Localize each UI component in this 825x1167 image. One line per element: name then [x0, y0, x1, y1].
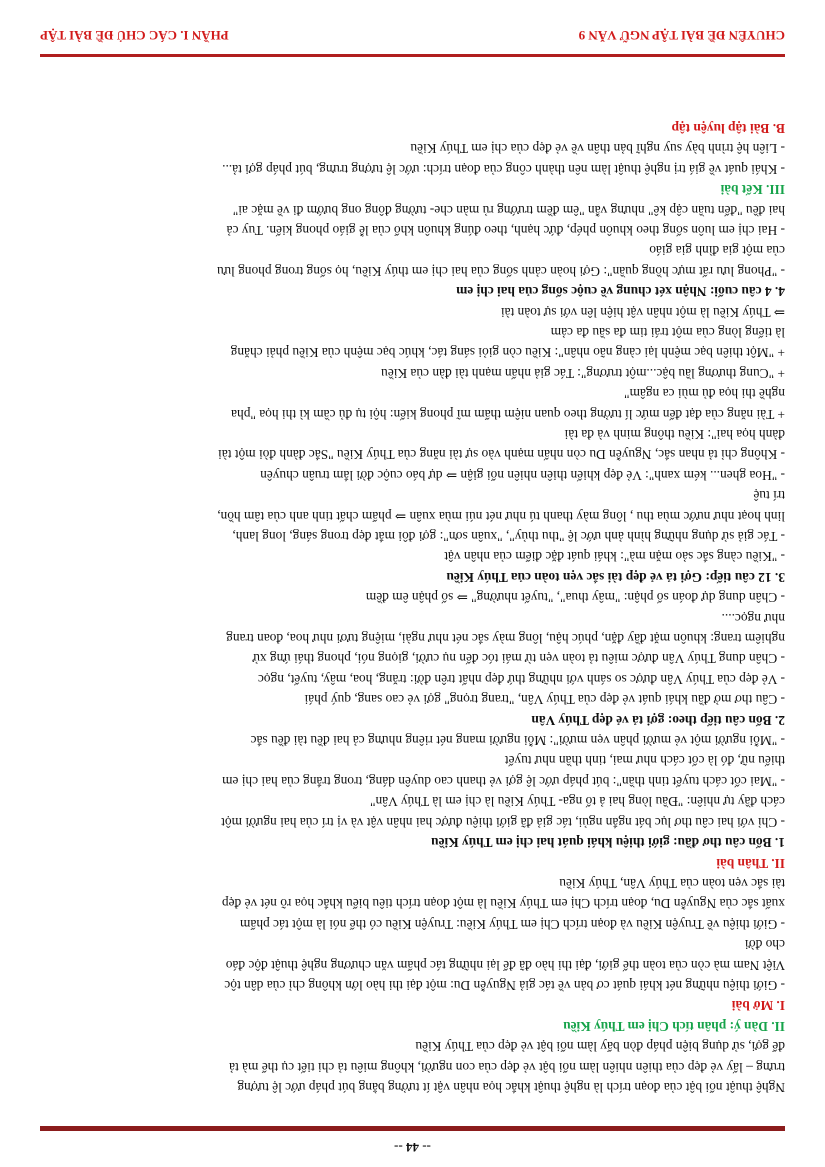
body-line: linh hoạt như nước mùa thu , lông mày thanh tú như nét núi mùa xuân ⇒ phẩm chất tinh anh của tâm hồn, — [217, 508, 785, 524]
body-line: thiếu nữ, đó là cốt cách như mai, tinh thần như tuyết — [504, 753, 785, 769]
document-body — [40, 118, 785, 1098]
body-line: - Chân dung Thúy Vân được miêu tả toàn vẹn từ mái tóc đến nụ cười, giọng nói, phong thái ứng xử — [252, 651, 785, 667]
running-header — [40, 25, 785, 45]
body-line: - Tác giả sử dụng những hình ảnh ước lệ "thu thủy", "xuân sơn": gợi đôi mắt đẹp trong sáng, long lanh, — [232, 529, 785, 545]
section-heading: I. Mở bài — [731, 998, 785, 1014]
body-line: - Chỉ với hai câu thơ lục bát ngắn ngủi, tác giả đã giới thiệu được hai nhân vật và vị trí của hai người một — [221, 814, 785, 830]
body-line: tài sắc vẹn toàn của Thúy Vân, Thúy Kiều — [559, 875, 785, 891]
body-line: nghề thi họa đủ mùi ca ngâm" — [624, 386, 785, 402]
body-line: Việt Nam mà còn của toàn thế giới, đại thi hào đã để lại những tác phẩm văn chương nghệ thuật độc đáo — [225, 957, 785, 973]
section-heading: B. Bài tập luyện tập — [671, 120, 785, 136]
body-line: như ngọc.... — [721, 610, 785, 626]
outline-heading: II. Dàn ý: phân tích Chị em Thúy Kiều — [563, 1018, 785, 1034]
body-line: - Giới thiệu về Truyện Kiều và đoạn trích Chị em Thúy Kiều: Truyện Kiều có thể nói là một tác phẩm — [240, 916, 785, 932]
header-right: PHẦN I. CÁC CHỦ ĐỀ BÀI TẬP — [40, 28, 229, 43]
body-line: trưng – lấy vẻ đẹp của thiên nhiên làm nổi bật vẻ đẹp của con người, không miêu tả chi tiết cụ thể mà tả — [229, 1059, 785, 1075]
subsection-heading: 3. 12 câu tiếp: Gợi tả vẻ đẹp tài sắc vẹn toàn của Thúy Kiều — [446, 569, 785, 585]
body-line: - Không chỉ tả nhan sắc, Nguyễn Du còn nhấn mạnh vào sự tài năng của Thúy Kiều "Sắc đành đòi một tài — [218, 447, 785, 463]
body-line: - Vẻ đẹp của Thúy Vân được so sánh với những thứ đẹp nhất trên đời: trăng, hoa, mây, tuyết, ngọc — [257, 671, 785, 687]
body-line: - Liên hệ trình bày suy nghĩ bản thân về vẻ đẹp của chị em Thúy Kiều — [410, 141, 785, 157]
body-line: nghiêm trang: khuôn mặt đầy đặn, phúc hậu, lông mày sắc nét như ngài, miệng tươi như hoa, đoan trang — [226, 631, 785, 647]
body-line: - "Hoa ghen... kém xanh": Vẻ đẹp khiến thiên nhiên nổi giận ⇒ dự báo cuộc đời lắm truân chuyên — [260, 467, 785, 483]
section-heading: III. Kết bài — [720, 182, 785, 198]
body-line: - Khái quát về giá trị nghệ thuật làm nên thành công của đoạn trích: ước lệ tượng trưng, bút pháp gợi tả... — [222, 161, 785, 177]
body-line: - Giới thiệu những nét khái quát cơ bản về tác giả Nguyễn Du: một đại thi hào lớn không chỉ của dân tộc — [224, 977, 785, 993]
body-line: - "Kiều càng sắc sảo mặn mà": khái quát đặc điểm của nhân vật — [444, 549, 785, 565]
subsection-heading: 2. Bốn câu tiếp theo: gợi tả vẻ đẹp Thúy Vân — [531, 712, 785, 728]
body-line: của một gia đình gia giáo — [649, 243, 785, 259]
body-line: + "Một thiên bạc mệnh lại càng não nhân": Kiều còn giỏi sáng tác, khúc bạc mệnh của Kiều phải chăng — [230, 345, 785, 361]
body-line: cho đời — [744, 937, 785, 953]
body-line: đành họa hai": Kiều thông minh và đa tài — [564, 427, 785, 442]
body-line: - "Mai cốt cách tuyết tinh thần": bút pháp ước lệ gợi vẻ thanh cao duyên dáng, trong trắng của hai chị em — [222, 773, 785, 789]
header-left: CHUYÊN ĐỀ BÀI TẬP NGỮ VĂN 9 — [578, 28, 785, 43]
body-line: để gợi, sử dụng biện pháp đòn bẩy làm nổi bật vẻ đẹp của Thúy Kiều — [415, 1039, 785, 1055]
subsection-heading: 4. 4 câu cuối: Nhận xét chung về cuộc sống của hai chị em — [456, 284, 785, 300]
body-line: - Chân dung dự đoán số phận: "mây thua", "tuyết nhường" ⇒ số phận êm đềm — [365, 590, 785, 606]
body-line: hai đều "đến tuần cập kê" nhưng vẫn "êm đềm trướng rủ màn che- tường đông ong bướm đi về mặc ai" — [232, 202, 785, 218]
body-line: cách đầy tự nhiên: "Đầu lòng hai ả tố nga- Thúy Kiều là chị em là Thúy Vân" — [370, 794, 785, 810]
page-number: -- 44 -- — [394, 1140, 431, 1155]
body-line: ⇒ Thúy Kiều là một nhân vật hiện lên với sự toàn tài — [500, 304, 785, 320]
body-line: Nghệ thuật nổi bật của đoạn trích là nghệ thuật khắc họa nhân vật ít tưởng bằng bút pháp ước lệ tượng — [237, 1080, 785, 1095]
subsection-heading: 1. Bốn câu thơ đầu: giới thiệu khái quát hai chị em Thúy Kiều — [431, 835, 785, 851]
body-line: + "Cung thương lầu bậc...một trương": Tác giả nhấn mạnh tài đàn của Kiều — [381, 365, 785, 381]
body-line: xuất sắc của Nguyễn Du, đoạn trích Chị em Thúy Kiều là một đoạn trích tiêu biểu khắc họa rõ nét vẻ đẹp — [221, 896, 785, 912]
header-rule — [40, 54, 785, 57]
body-line: là tiếng lòng của một trái tim đa sầu đa cảm — [550, 324, 785, 340]
body-line: - Câu thơ mở đầu khái quát vẻ đẹp của Thúy Vân, "trang trọng" gợi vẻ cao sang, quý phái — [304, 692, 785, 708]
body-line: - Hai chị em luôn sống theo khuôn phép, đức hạnh, theo đúng khuôn khổ của lễ giáo phong kiến. Tuy cả — [226, 222, 785, 238]
section-heading: II. Thân bài — [716, 855, 785, 871]
body-line: - "Phong lưu rất mực hồng quần": Gợi hoàn cảnh sống của hai chị em thúy Kiều, họ sống trong phong lưu — [217, 263, 785, 279]
body-line: trí tuệ — [753, 488, 785, 504]
footer-rule — [40, 1126, 785, 1131]
body-line: + Tài năng của đạt đến mức lí tưởng theo quan niệm thẩm mĩ phong kiến: hội tụ đủ cầm kì thi họa "pha — [231, 406, 785, 422]
body-line: - "Mỗi người một vẻ mười phân vẹn mười": Mỗi người mang nét riêng nhưng cả hai đều tài đều sắc — [250, 733, 785, 749]
